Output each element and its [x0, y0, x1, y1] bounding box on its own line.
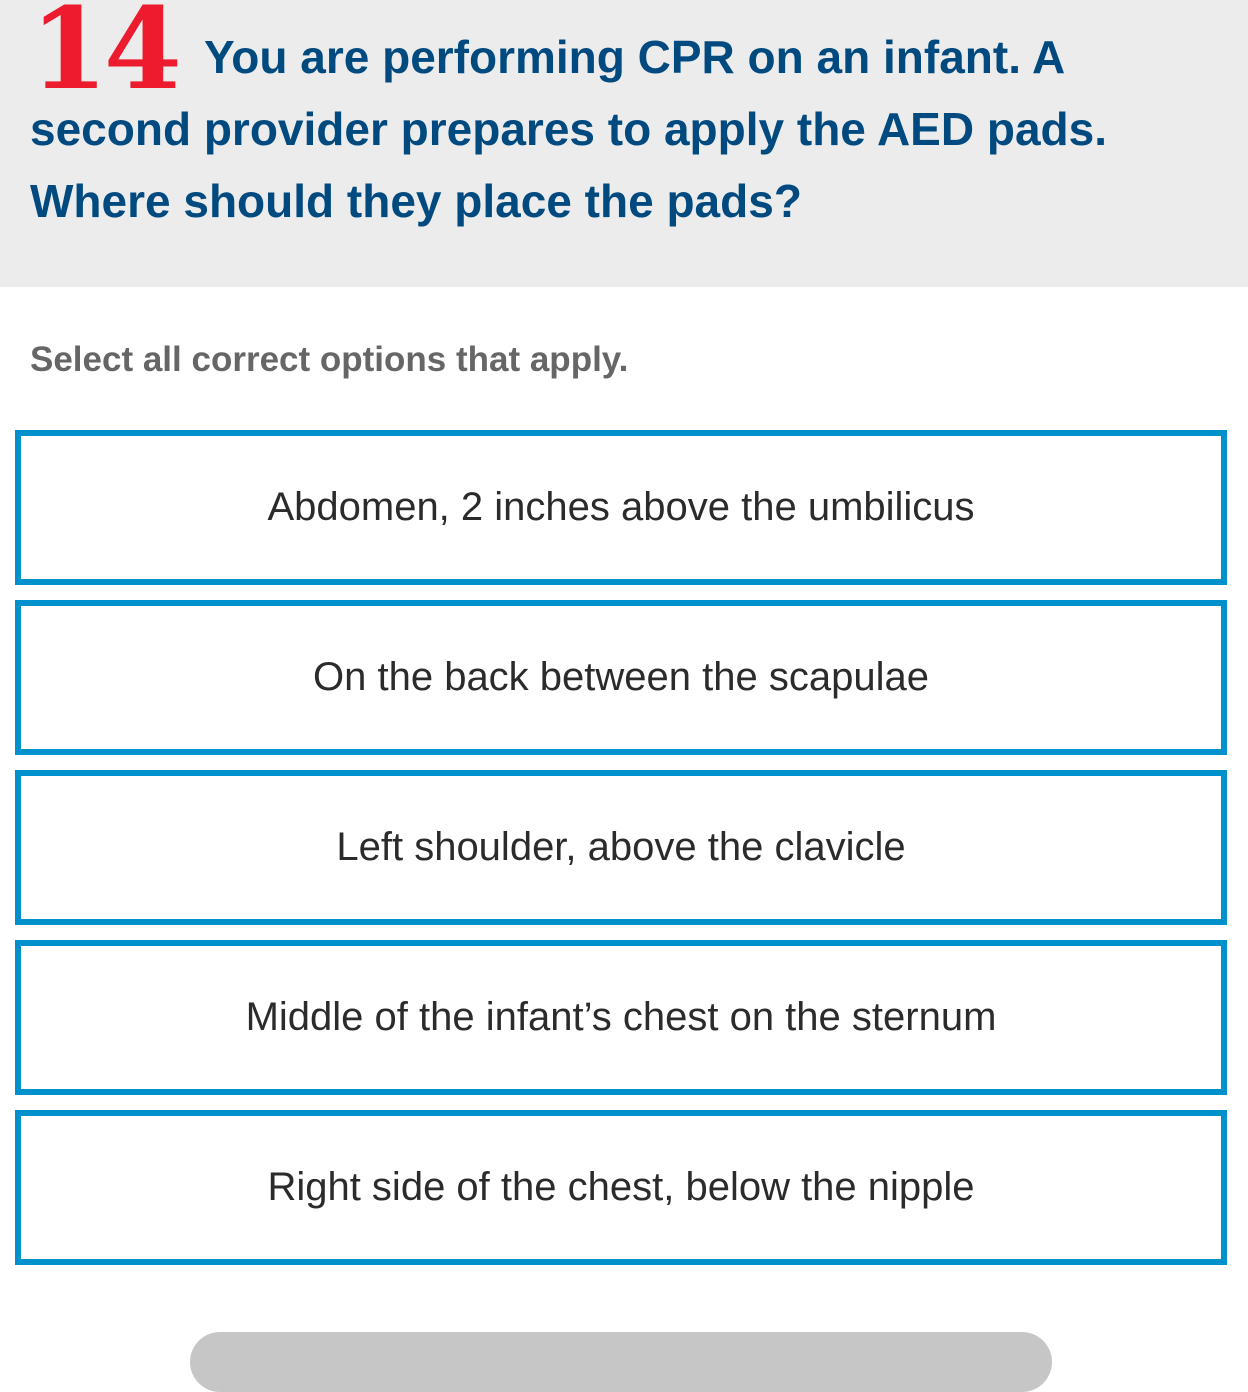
answer-option-5[interactable] [15, 1110, 1227, 1265]
answer-option-label: On the back between the scapulae [313, 655, 929, 699]
instruction-text: Select all correct options that apply. [30, 340, 629, 379]
answer-options-list [15, 430, 1227, 1280]
question-text: You are performing CPR on an infant. A second provider prepares to apply the AED pads. Where should they place the pads? [30, 31, 1108, 227]
answer-option-3[interactable] [15, 770, 1227, 925]
question-number: 14 [30, 0, 178, 115]
answer-option-label: Left shoulder, above the clavicle [336, 825, 906, 869]
answer-option-1[interactable] [15, 430, 1227, 585]
answer-option-4[interactable] [15, 940, 1227, 1095]
question-header [0, 0, 1248, 287]
answer-option-2[interactable] [15, 600, 1227, 755]
answer-option-label: Abdomen, 2 inches above the umbilicus [267, 485, 975, 529]
submit-button[interactable] [190, 1332, 1052, 1392]
answer-option-label: Right side of the chest, below the nipple [267, 1165, 975, 1209]
answer-option-label: Middle of the infant’s chest on the sternum [245, 995, 997, 1039]
